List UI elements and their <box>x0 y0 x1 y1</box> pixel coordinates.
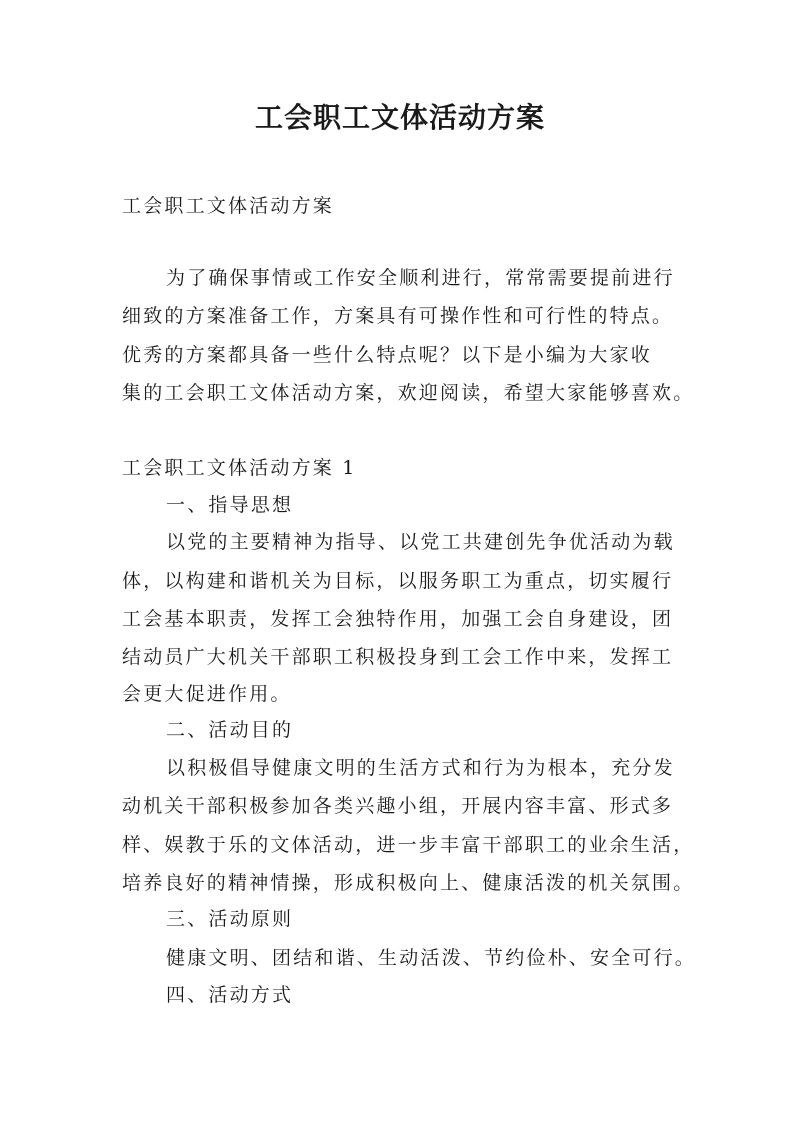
para2-line-3: 样、娱教于乐的文体活动，进一步丰富干部职工的业余生活， <box>122 834 695 856</box>
heading-activity-methods: 四、活动方式 <box>166 984 294 1006</box>
section-title: 工会职工文体活动方案 1 <box>122 457 357 479</box>
document-subtitle: 工会职工文体活动方案 <box>122 195 335 217</box>
para1-line-3: 工会基本职责，发挥工会独特作用，加强工会自身建设，团 <box>122 608 674 630</box>
heading-activity-purpose: 二、活动目的 <box>166 719 294 741</box>
intro-line-3: 优秀的方案都具备一些什么特点呢？以下是小编为大家收 <box>122 344 653 366</box>
intro-line-4: 集的工会职工文体活动方案，欢迎阅读，希望大家能够喜欢。 <box>122 382 695 404</box>
intro-line-2: 细致的方案准备工作，方案具有可操作性和可行性的特点。 <box>122 305 674 327</box>
document-title: 工会职工文体活动方案 <box>254 101 545 134</box>
para1-line-2: 体，以构建和谐机关为目标，以服务职工为重点，切实履行 <box>122 570 674 592</box>
heading-activity-principles: 三、活动原则 <box>166 908 294 930</box>
heading-guiding-ideology: 一、指导思想 <box>166 494 294 516</box>
para3-line-1: 健康文明、团结和谐、生动活泼、节约俭朴、安全可行。 <box>166 947 697 969</box>
para2-line-4: 培养良好的精神情操，形成积极向上、健康活泼的机关氛围。 <box>122 872 695 894</box>
intro-line-1: 为了确保事情或工作安全顺利进行，常常需要提前进行 <box>166 267 675 289</box>
para2-line-1: 以积极倡导健康文明的生活方式和行为为根本，充分发 <box>166 757 675 779</box>
para1-line-4: 结动员广大机关干部职工积极投身到工会工作中来，发挥工 <box>122 646 674 668</box>
para2-line-2: 动机关干部积极参加各类兴趣小组，开展内容丰富、形式多 <box>122 795 674 817</box>
para1-line-5: 会更大促进作用。 <box>122 683 292 705</box>
para1-line-1: 以党的主要精神为指导、以党工共建创先争优活动为载 <box>166 531 675 553</box>
